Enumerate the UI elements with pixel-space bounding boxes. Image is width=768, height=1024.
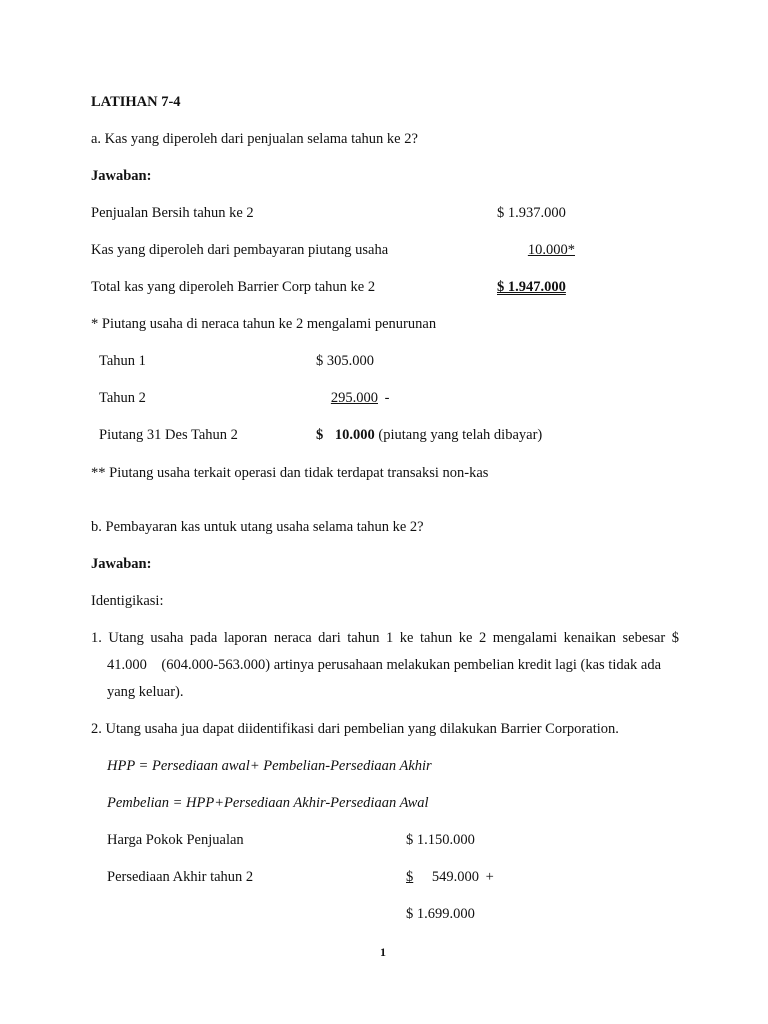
row-label-total-cash: Total kas yang diperoleh Barrier Corp tahun ke 2 — [91, 279, 376, 295]
row-label-net-sales: Penjualan Bersih tahun ke 2 — [91, 205, 254, 221]
receivable-value-dec31: 10.000 — [334, 427, 375, 443]
point1-line3: yang keluar). — [107, 684, 184, 700]
identification-label: Identigikasi: — [91, 593, 164, 609]
receivable-value-year2-row — [316, 389, 389, 407]
receivable-label-year1: Tahun 1 — [99, 353, 146, 369]
plus-operator: + — [485, 869, 494, 885]
receivable-value-year2: 295.000 — [330, 390, 378, 406]
minus-operator: - — [384, 390, 390, 406]
row-value-net-sales: $ 1.937.000 — [497, 205, 566, 221]
page-title: LATIHAN 7-4 — [91, 94, 181, 110]
formula-hpp: HPP = Persediaan awal+ Pembelian-Persediaan Akhir — [107, 758, 432, 774]
calc-currency: $ — [406, 869, 414, 885]
note-receivable-decrease: * Piutang usaha di neraca tahun ke 2 mengalami penurunan — [91, 316, 437, 332]
point1-line1: 1. Utang usaha pada laporan neraca dari tahun 1 ke tahun ke 2 mengalami kenaikan sebesar $ — [91, 630, 679, 646]
row-value-total-cash: $ 1.947.000 — [497, 279, 566, 295]
formula-purchases: Pembelian = HPP+Persediaan Akhir-Persediaan Awal — [107, 795, 429, 811]
receivable-value-year1: $ 305.000 — [316, 353, 374, 369]
row-value-receivable-collection: 10.000* — [527, 242, 575, 258]
question-a: a. Kas yang diperoleh dari penjualan selama tahun ke 2? — [91, 131, 418, 147]
calc-label-ending-inventory: Persediaan Akhir tahun 2 — [107, 869, 254, 885]
calc-value-sum: $ 1.699.000 — [406, 906, 475, 922]
question-b: b. Pembayaran kas untuk utang usaha selama tahun ke 2? — [91, 519, 424, 535]
receivable-value-dec31-note: (piutang yang telah dibayar) — [378, 427, 543, 443]
note-operations: ** Piutang usaha terkait operasi dan tidak terdapat transaksi non-kas — [91, 465, 489, 481]
receivable-value-dec31-row — [316, 426, 542, 444]
point2: 2. Utang usaha jua dapat diidentifikasi dari pembelian yang dilakukan Barrier Corporation. — [91, 721, 619, 737]
currency-symbol: $ — [316, 427, 324, 443]
receivable-label-year2: Tahun 2 — [99, 390, 146, 406]
calc-value-ending-inventory-amount — [406, 868, 482, 886]
answer-label-a: Jawaban: — [91, 168, 152, 184]
calc-value-ending-inventory: 549.000 — [431, 869, 479, 885]
calc-value-cogs: $ 1.150.000 — [406, 832, 475, 848]
row-label-receivable-collection: Kas yang diperoleh dari pembayaran piutang usaha — [91, 242, 389, 258]
answer-label-b: Jawaban: — [91, 556, 152, 572]
page-number: 1 — [380, 945, 386, 959]
calc-label-cogs: Harga Pokok Penjualan — [107, 832, 244, 848]
point1-line2: 41.000 (604.000-563.000) artinya perusahaan melakukan pembelian kredit lagi (kas tidak ada — [107, 657, 662, 673]
calc-value-ending-inventory-row — [406, 868, 494, 886]
receivable-label-dec31: Piutang 31 Des Tahun 2 — [99, 427, 238, 443]
